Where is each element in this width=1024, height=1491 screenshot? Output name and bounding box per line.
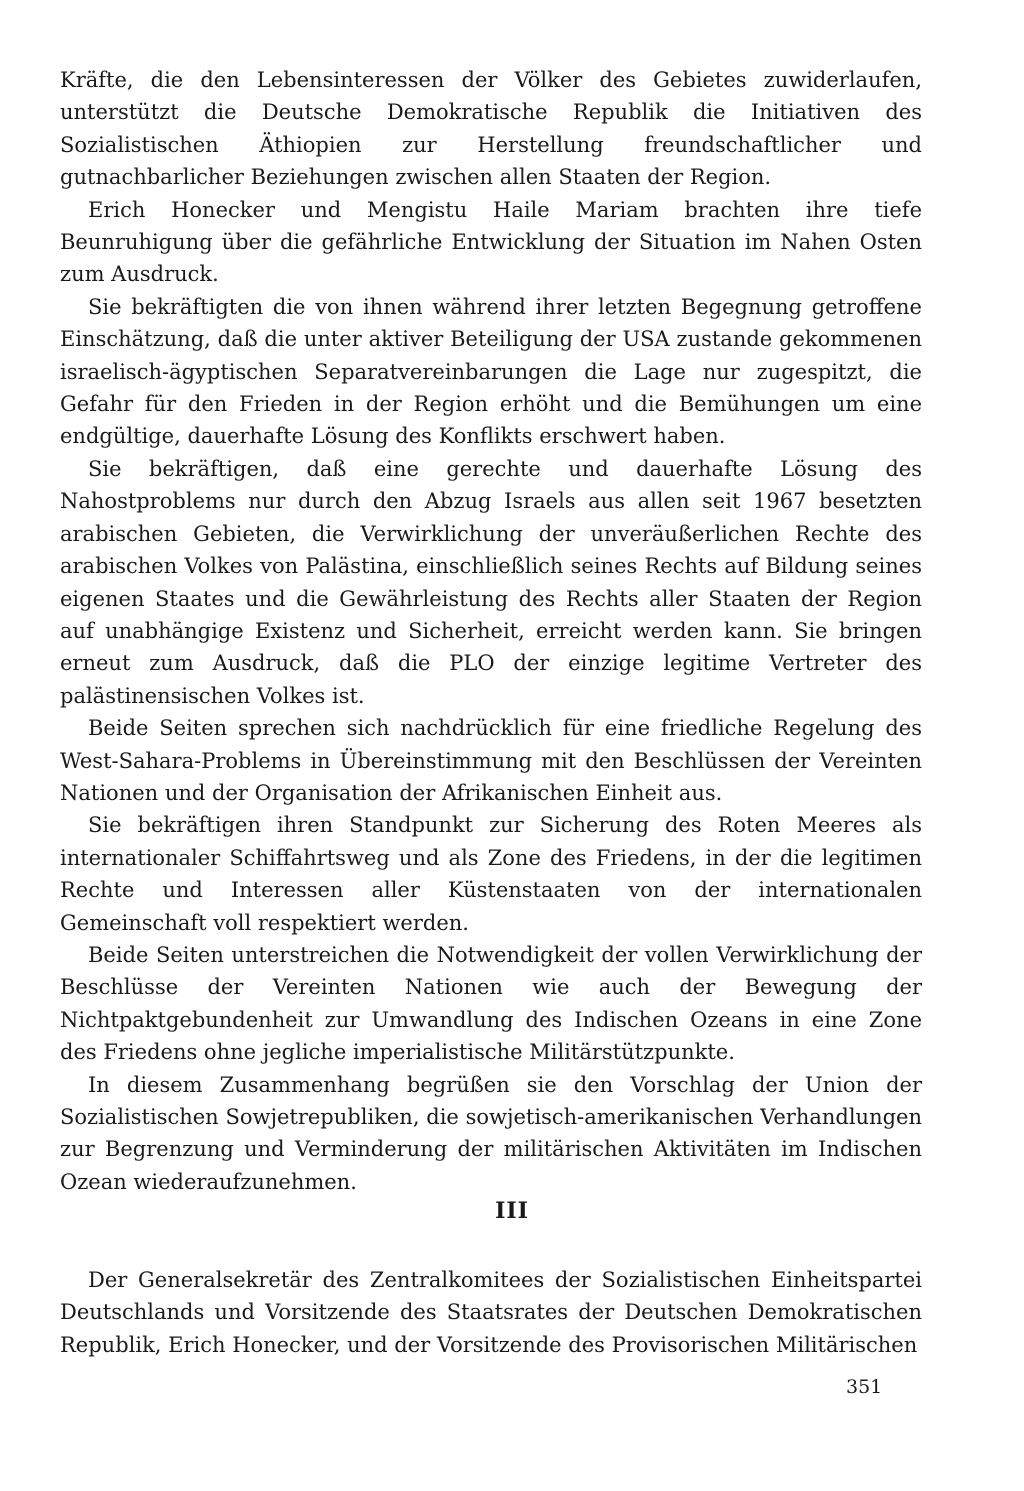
paragraph-3: Sie bekräftigten die von ihnen während ihrer letzten Begegnung getroffene Einschätzung, daß die unter aktiver Beteiligung der USA zustande gekommenen israelisch-ägyptischen Separatvereinbarungen die Lage nur zugespitzt, die Gefahr für den Frieden in der Region erhöht und die Bemühungen um eine endgültige, dauerhafte Lösung des Konflikts erschwert haben. (60, 294, 922, 449)
paragraph-5: Beide Seiten sprechen sich nachdrücklich für eine friedliche Regelung des West-Sahara-Problems in Übereinstimmung mit den Beschlüssen der Vereinten Nationen und der Organisation der Afrikanischen Einheit aus. (60, 716, 922, 805)
paragraph-7: Beide Seiten unterstreichen die Notwendigkeit der vollen Verwirklichung der Beschlüsse der Vereinten Nationen wie auch der Bewegung der Nichtpaktgebundenheit zur Umwandlung des Indischen Ozeans in eine Zone des Friedens ohne jegliche imperialistische Militärstützpunkte. (60, 942, 922, 1065)
section-body-text (60, 1264, 922, 1361)
section-heading: III (495, 1198, 529, 1224)
paragraph-1: Kräfte, die den Lebensinteressen der Völker des Gebietes zuwiderlaufen, unterstützt die Deutsche Demokratische Republik die Initiativen des Sozialistischen Äthiopien zur Herstellung freundschaftlicher und gutnachbarlicher Beziehungen zwischen allen Staaten der Region. (60, 68, 922, 190)
page-number: 351 (846, 1376, 883, 1398)
paragraph-2: Erich Honecker und Mengistu Haile Mariam brachten ihre tiefe Beunruhigung über die gefährliche Entwicklung der Situation im Nahen Osten zum Ausdruck. (60, 197, 922, 287)
paragraph-4: Sie bekräftigen, daß eine gerechte und dauerhafte Lösung des Nahostproblems nur durch den Abzug Israels aus allen seit 1967 besetzten arabischen Gebieten, die Verwirklichung der unveräußerlichen Rechte des arabischen Volkes von Palästina, einschließlich seines Rechts auf Bildung seines eigenen Staates und die Gewährleistung des Rechts aller Staaten der Region auf unabhängige Existenz und Sicherheit, erreicht werden kann. Sie bringen erneut zum Ausdruck, daß die PLO der einzige legitime Vertreter des palästinensischen Volkes ist. (60, 456, 922, 708)
body-text (60, 64, 922, 1198)
section-paragraph: Der Generalsekretär des Zentralkomitees der Sozialistischen Einheitspartei Deutschlands und Vorsitzende des Staatsrates der Deutschen Demokratischen Republik, Erich Honecker, und der Vorsitzende des Provisorischen Militärischen (60, 1268, 922, 1357)
paragraph-6: Sie bekräftigen ihren Standpunkt zur Sicherung des Roten Meeres als internationaler Schiffahrtsweg und als Zone des Friedens, in der die legitimen Rechte und Interessen aller Küstenstaaten von der internationalen Gemeinschaft voll respektiert werden. (60, 813, 922, 935)
paragraph-8: In diesem Zusammenhang begrüßen sie den Vorschlag der Union der Sozialistischen Sowjetrepubliken, die sowjetisch-amerikanischen Verhandlungen zur Begrenzung und Verminderung der militärischen Aktivitäten im Indischen Ozean wiederaufzunehmen. (60, 1072, 922, 1194)
